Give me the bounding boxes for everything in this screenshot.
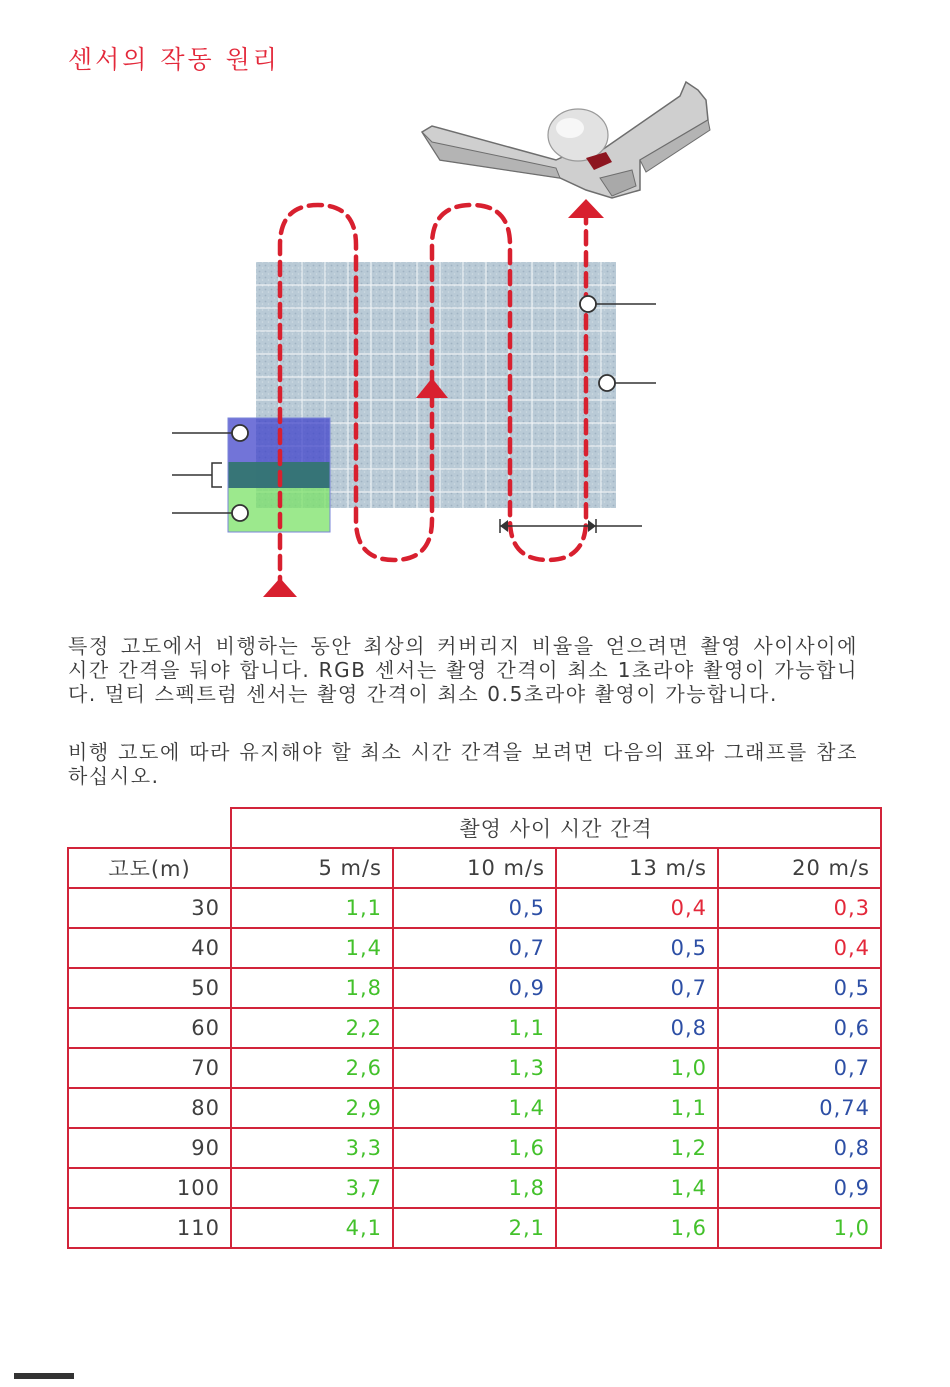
table-row [68, 1208, 881, 1248]
interval-cell: 2,9 [231, 1088, 393, 1128]
interval-cell: 0,7 [556, 968, 718, 1008]
table-row [68, 1088, 881, 1128]
interval-cell: 2,1 [393, 1208, 556, 1248]
interval-cell: 0,9 [718, 1168, 881, 1208]
interval-cell: 1,0 [556, 1048, 718, 1088]
interval-cell: 0,7 [393, 928, 556, 968]
callout-marker [232, 505, 248, 521]
shooting-interval-table [67, 807, 882, 1249]
interval-cell: 0,8 [718, 1128, 881, 1168]
altitude-cell: 60 [68, 1008, 231, 1048]
altitude-cell: 110 [68, 1208, 231, 1248]
table-row [68, 888, 881, 928]
interval-cell: 0,7 [718, 1048, 881, 1088]
altitude-header: 고도(m) [68, 848, 231, 888]
callout-marker [599, 375, 615, 391]
interval-cell: 1,6 [393, 1128, 556, 1168]
page-title: 센서의 작동 원리 [68, 45, 280, 74]
interval-cell: 1,4 [231, 928, 393, 968]
footer-bar [14, 1373, 74, 1379]
flight-pattern-diagram [160, 70, 720, 610]
interval-cell: 1,8 [231, 968, 393, 1008]
interval-cell: 4,1 [231, 1208, 393, 1248]
table-row [68, 928, 881, 968]
interval-cell: 1,1 [231, 888, 393, 928]
speed-header: 5 m/s [231, 848, 393, 888]
table-reference-paragraph: 비행 고도에 따라 유지해야 할 최소 시간 간격을 보려면 다음의 표와 그래프를 참조하십시오. [68, 740, 858, 788]
interval-cell: 3,7 [231, 1168, 393, 1208]
speed-header: 13 m/s [556, 848, 718, 888]
interval-cell: 3,3 [231, 1128, 393, 1168]
interval-cell: 0,5 [718, 968, 881, 1008]
interval-cell: 1,2 [556, 1128, 718, 1168]
interval-cell: 0,5 [556, 928, 718, 968]
altitude-cell: 80 [68, 1088, 231, 1128]
interval-cell: 1,4 [556, 1168, 718, 1208]
interval-cell: 2,2 [231, 1008, 393, 1048]
table-row [68, 1128, 881, 1168]
interval-cell: 0,6 [718, 1008, 881, 1048]
interval-cell: 0,4 [718, 928, 881, 968]
table-row [68, 968, 881, 1008]
interval-cell: 0,74 [718, 1088, 881, 1128]
altitude-cell: 100 [68, 1168, 231, 1208]
intro-paragraph: 특정 고도에서 비행하는 동안 최상의 커버리지 비율을 얻으려면 촬영 사이사이에 시간 간격을 둬야 합니다. RGB 센서는 촬영 간격이 최소 1초라야 촬영이 가능합니다. 멀티 스펙트럼 센서는 촬영 간격이 최소 0.5초라야 촬영이 가능합니다. [68, 634, 858, 706]
altitude-cell: 90 [68, 1128, 231, 1168]
interval-cell: 1,1 [393, 1008, 556, 1048]
interval-cell: 0,4 [556, 888, 718, 928]
group-header: 촬영 사이 시간 간격 [231, 808, 881, 848]
table-row [68, 1168, 881, 1208]
speed-header: 20 m/s [718, 848, 881, 888]
interval-cell: 2,6 [231, 1048, 393, 1088]
altitude-cell: 40 [68, 928, 231, 968]
altitude-cell: 30 [68, 888, 231, 928]
table-corner [68, 808, 231, 848]
interval-cell: 1,8 [393, 1168, 556, 1208]
interval-cell: 0,9 [393, 968, 556, 1008]
end-arrow-icon [568, 199, 604, 218]
interval-cell: 1,1 [556, 1088, 718, 1128]
interval-cell: 1,4 [393, 1088, 556, 1128]
table-row [68, 1008, 881, 1048]
drone-icon [422, 82, 710, 198]
table-row [68, 1048, 881, 1088]
interval-cell: 1,6 [556, 1208, 718, 1248]
speed-header: 10 m/s [393, 848, 556, 888]
interval-cell: 1,3 [393, 1048, 556, 1088]
altitude-cell: 50 [68, 968, 231, 1008]
callout-marker [580, 296, 596, 312]
start-arrow-icon [263, 578, 297, 597]
interval-cell: 0,8 [556, 1008, 718, 1048]
altitude-cell: 70 [68, 1048, 231, 1088]
callout-marker [232, 425, 248, 441]
interval-cell: 0,3 [718, 888, 881, 928]
table-body [68, 888, 881, 1248]
interval-cell: 0,5 [393, 888, 556, 928]
interval-cell: 1,0 [718, 1208, 881, 1248]
line-spacing-dimension [500, 519, 642, 533]
